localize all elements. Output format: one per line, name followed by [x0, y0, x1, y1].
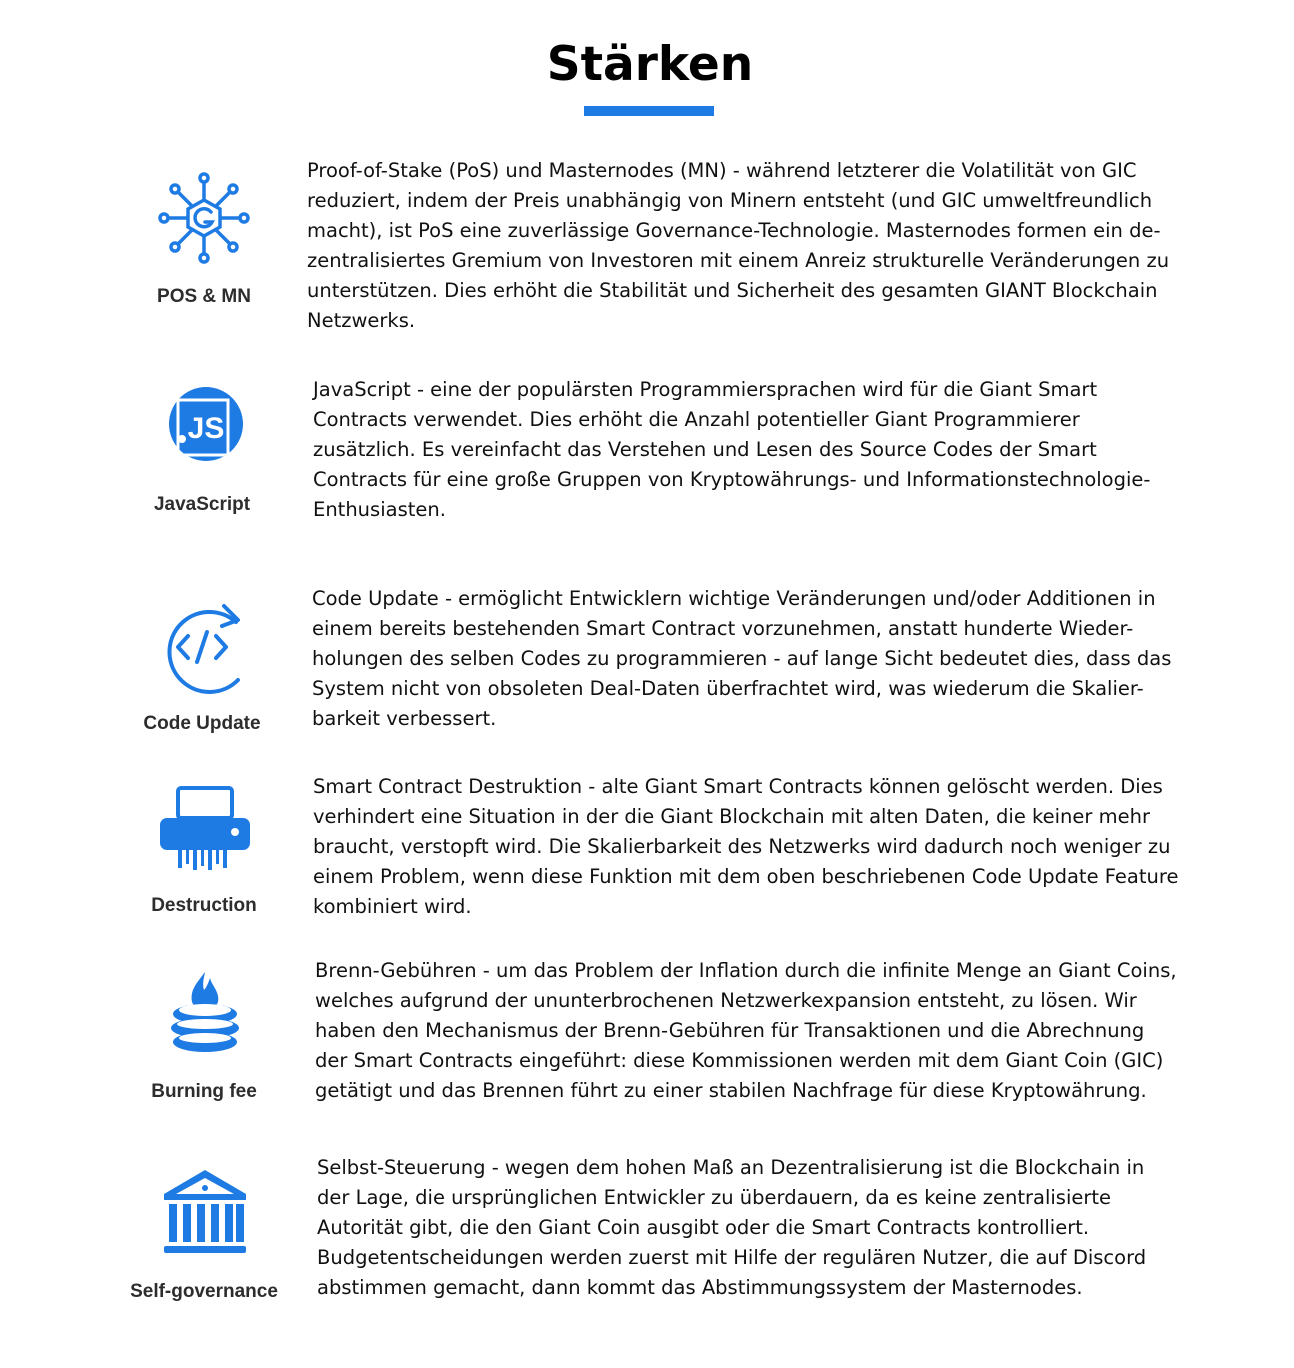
- feature-description-code-update: Code Update - ermöglicht Entwicklern wichtige Veränderungen und/oder Additionen in einem bereits bestehenden Smart Contract vorzunehmen, anstatt hunderte Wieder- holungen des selben Codes zu programmieren - auf lange Sicht bedeutet dies, dass das System nicht von obsoleten Deal-Daten überfrachtet wird, was wiederum die Skalier- barkeit verbessert.: [312, 587, 1172, 730]
- feature-description-burning-fee: Brenn-Gebühren - um das Problem der Inflation durch die infinite Menge an Giant Coins, welches aufgrund der ununterbrochenen Netzwerkexpansion entsteht, zu lösen. Wir haben den Mechanismus der Brenn-Gebühren für Transaktionen und die Abrechnung der Smart Contracts eingeführt: diese Kommissionen werden mit dem Giant Coin (GIC) getätigt und das Brennen führt zu einer stabilen Nachfrage für diese Kryptowährung.: [315, 959, 1177, 1102]
- page-title: Stärken: [546, 37, 754, 92]
- feature-label-self-governance: Self-governance: [130, 1281, 278, 1302]
- shredder-icon: [158, 786, 252, 872]
- feature-description-self-governance: Selbst-Steuerung - wegen dem hohen Maß an Dezentralisierung ist die Blockchain in der Lage, die ursprünglichen Entwickler zu überdauern, da es keine zentralisierte Autorität gibt, die den Giant Coin ausgibt oder die Smart Contracts kontrolliert. Budgetentscheidungen werden zuerst mit Hilfe der regulären Nutzer, die auf Discord abstimmen gemacht, dann kommt das Abstimmungssystem der Masternodes.: [317, 1156, 1147, 1299]
- code-update-icon: [158, 600, 250, 694]
- feature-label-destruction: Destruction: [151, 895, 257, 916]
- feature-description-javascript: JavaScript - eine der populärsten Programmiersprachen wird für die Giant Smart Contracts verwendet. Dies erhöht die Anzahl potentieller Giant Programmierer zusätzlich. Es vereinfacht das Verstehen und Lesen des Source Codes der Smart Contracts für eine große Gruppen von Kryptowährungs- und Informationstechnologie- Enthusiasten.: [313, 378, 1151, 521]
- network-g-icon: [158, 172, 250, 264]
- feature-label-code-update: Code Update: [143, 713, 261, 734]
- burning-coins-icon: [168, 970, 242, 1056]
- javascript-icon: [168, 382, 246, 468]
- bank-building-icon: [160, 1168, 250, 1258]
- svg-text:JS: JS: [187, 412, 225, 445]
- feature-description-destruction: Smart Contract Destruktion - alte Giant Smart Contracts können gelöscht werden. Dies verhindert eine Situation in der die Giant Blockchain mit alten Daten, die keiner mehr braucht, verstopft wird. Die Skalierbarkeit des Netzwerks wird dadurch noch weniger zu einem Problem, wenn diese Funktion mit dem oben beschriebenen Code Update Feature kombiniert wird.: [313, 775, 1179, 918]
- feature-description-pos-mn: Proof-of-Stake (PoS) und Masternodes (MN) - während letzterer die Volatilität von GIC reduziert, indem der Preis unabhängig von Minern entsteht (und GIC umweltfreundlich macht), ist PoS eine zuverlässige Governance-Technologie. Masternodes formen ein de- zentralisiertes Gremium von Investoren mit einem Anreiz strukturelle Veränderungen zu unterstützen. Dies erhöht die Stabilität und Sicherheit des gesamten GIANT Blockchain Netzwerks.: [307, 159, 1170, 332]
- feature-label-javascript: JavaScript: [153, 494, 251, 515]
- feature-label-burning-fee: Burning fee: [151, 1081, 257, 1102]
- feature-label-pos-mn: POS & MN: [157, 286, 251, 307]
- title-underline: [584, 106, 714, 116]
